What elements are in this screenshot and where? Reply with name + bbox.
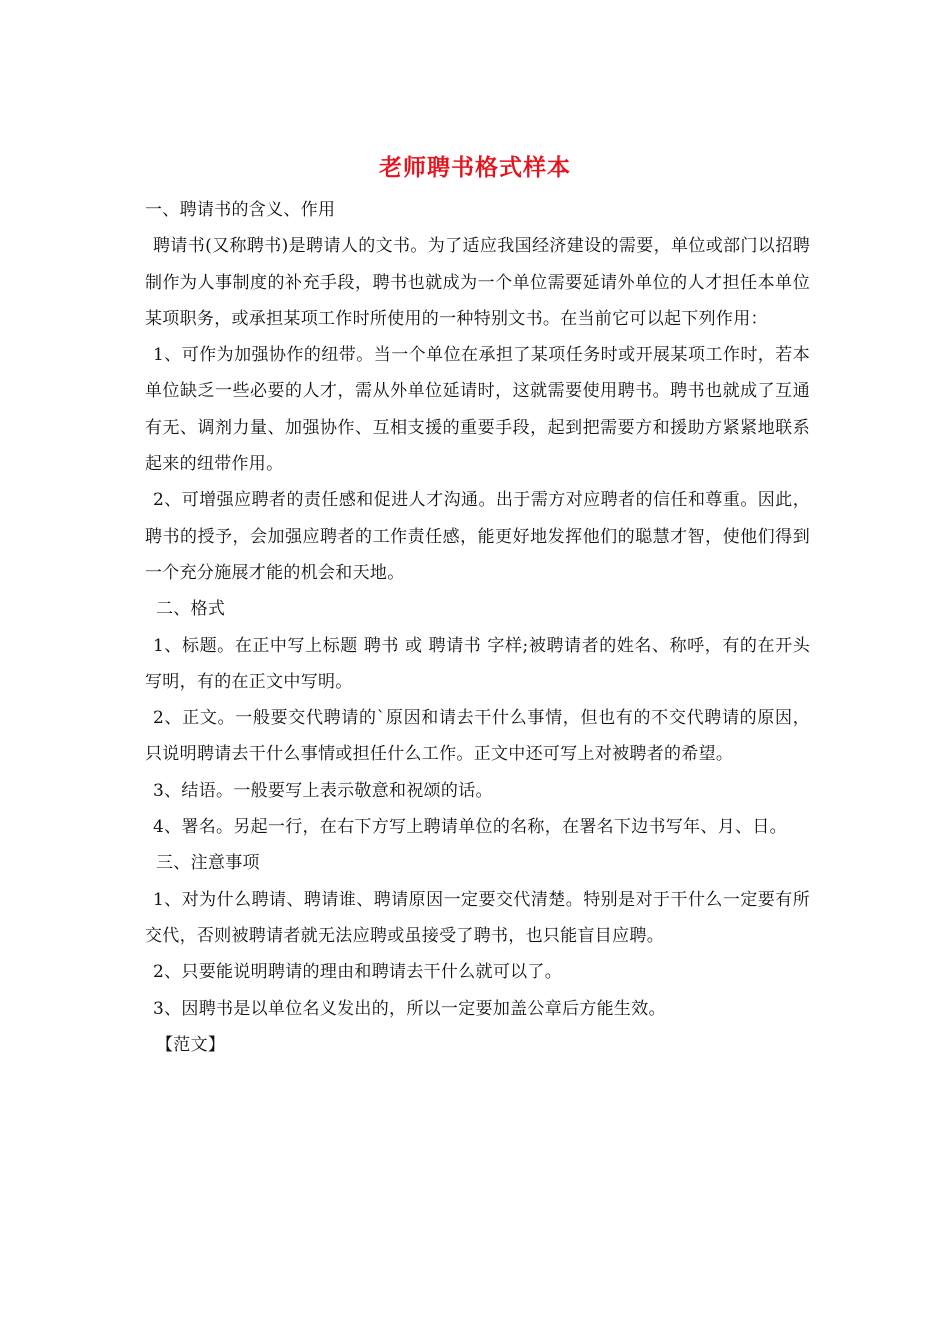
format-item-1: 1、标题。在正中写上标题 聘书 或 聘请书 字样;被聘请者的姓名、称呼，有的在开头写明，有的在正文中写明。 [145,635,810,692]
format-item-2: 2、正文。一般要交代聘请的`原因和请去干什么事情，但也有的不交代聘请的原因，只说明聘请去干什么事情或担任什么工作。正文中还可写上对被聘者的希望。 [145,708,810,765]
notice-item-3: 3、因聘书是以单位名义发出的，所以一定要加盖公章后方能生效。 [153,998,666,1019]
document-title: 老师聘书格式样本 [379,154,571,181]
document-body [145,192,810,1063]
section-heading-2: 二、格式 [156,599,226,620]
paragraph-point-1: 1、可作为加强协作的纽带。当一个单位在承担了某项任务时或开展某项工作时，若本单位缺乏一些必要的人才，需从外单位延请时，这就需要使用聘书。聘书也就成了互通有无、调剂力量、加强协作、互相支援的重要手段，起到把需要方和援助方紧紧地联系起来的纽带作用。 [145,345,810,475]
sample-heading: 【范文】 [156,1034,226,1055]
paragraph-point-2: 2、可增强应聘者的责任感和促进人才沟通。出于需方对应聘者的信任和尊重。因此，聘书的授予，会加强应聘者的工作责任感，能更好地发挥他们的聪慧才智，使他们得到一个充分施展才能的机会和天地。 [145,490,810,583]
format-item-3: 3、结语。一般要写上表示敬意和祝颂的话。 [153,780,493,801]
section-heading-1: 一、聘请书的含义、作用 [145,200,336,220]
paragraph-definition: 聘请书(又称聘书)是聘请人的文书。为了适应我国经济建设的需要，单位或部门以招聘制作为人事制度的补充手段，聘书也就成为一个单位需要延请外单位的人才担任本单位某项职务，或承担某项工作时所使用的一种特别文书。在当前它可以起下列作用： [145,236,810,329]
notice-item-2: 2、只要能说明聘请的理由和聘请去干什么就可以了。 [153,962,563,983]
format-item-4: 4、署名。另起一行，在右下方写上聘请单位的名称，在署名下边书写年、月、日。 [153,817,787,838]
notice-item-1: 1、对为什么聘请、聘请谁、聘请原因一定要交代清楚。特别是对于干什么一定要有所交代，否则被聘请者就无法应聘或虽接受了聘书，也只能盲目应聘。 [145,889,810,946]
section-heading-3: 三、注意事项 [156,853,260,874]
